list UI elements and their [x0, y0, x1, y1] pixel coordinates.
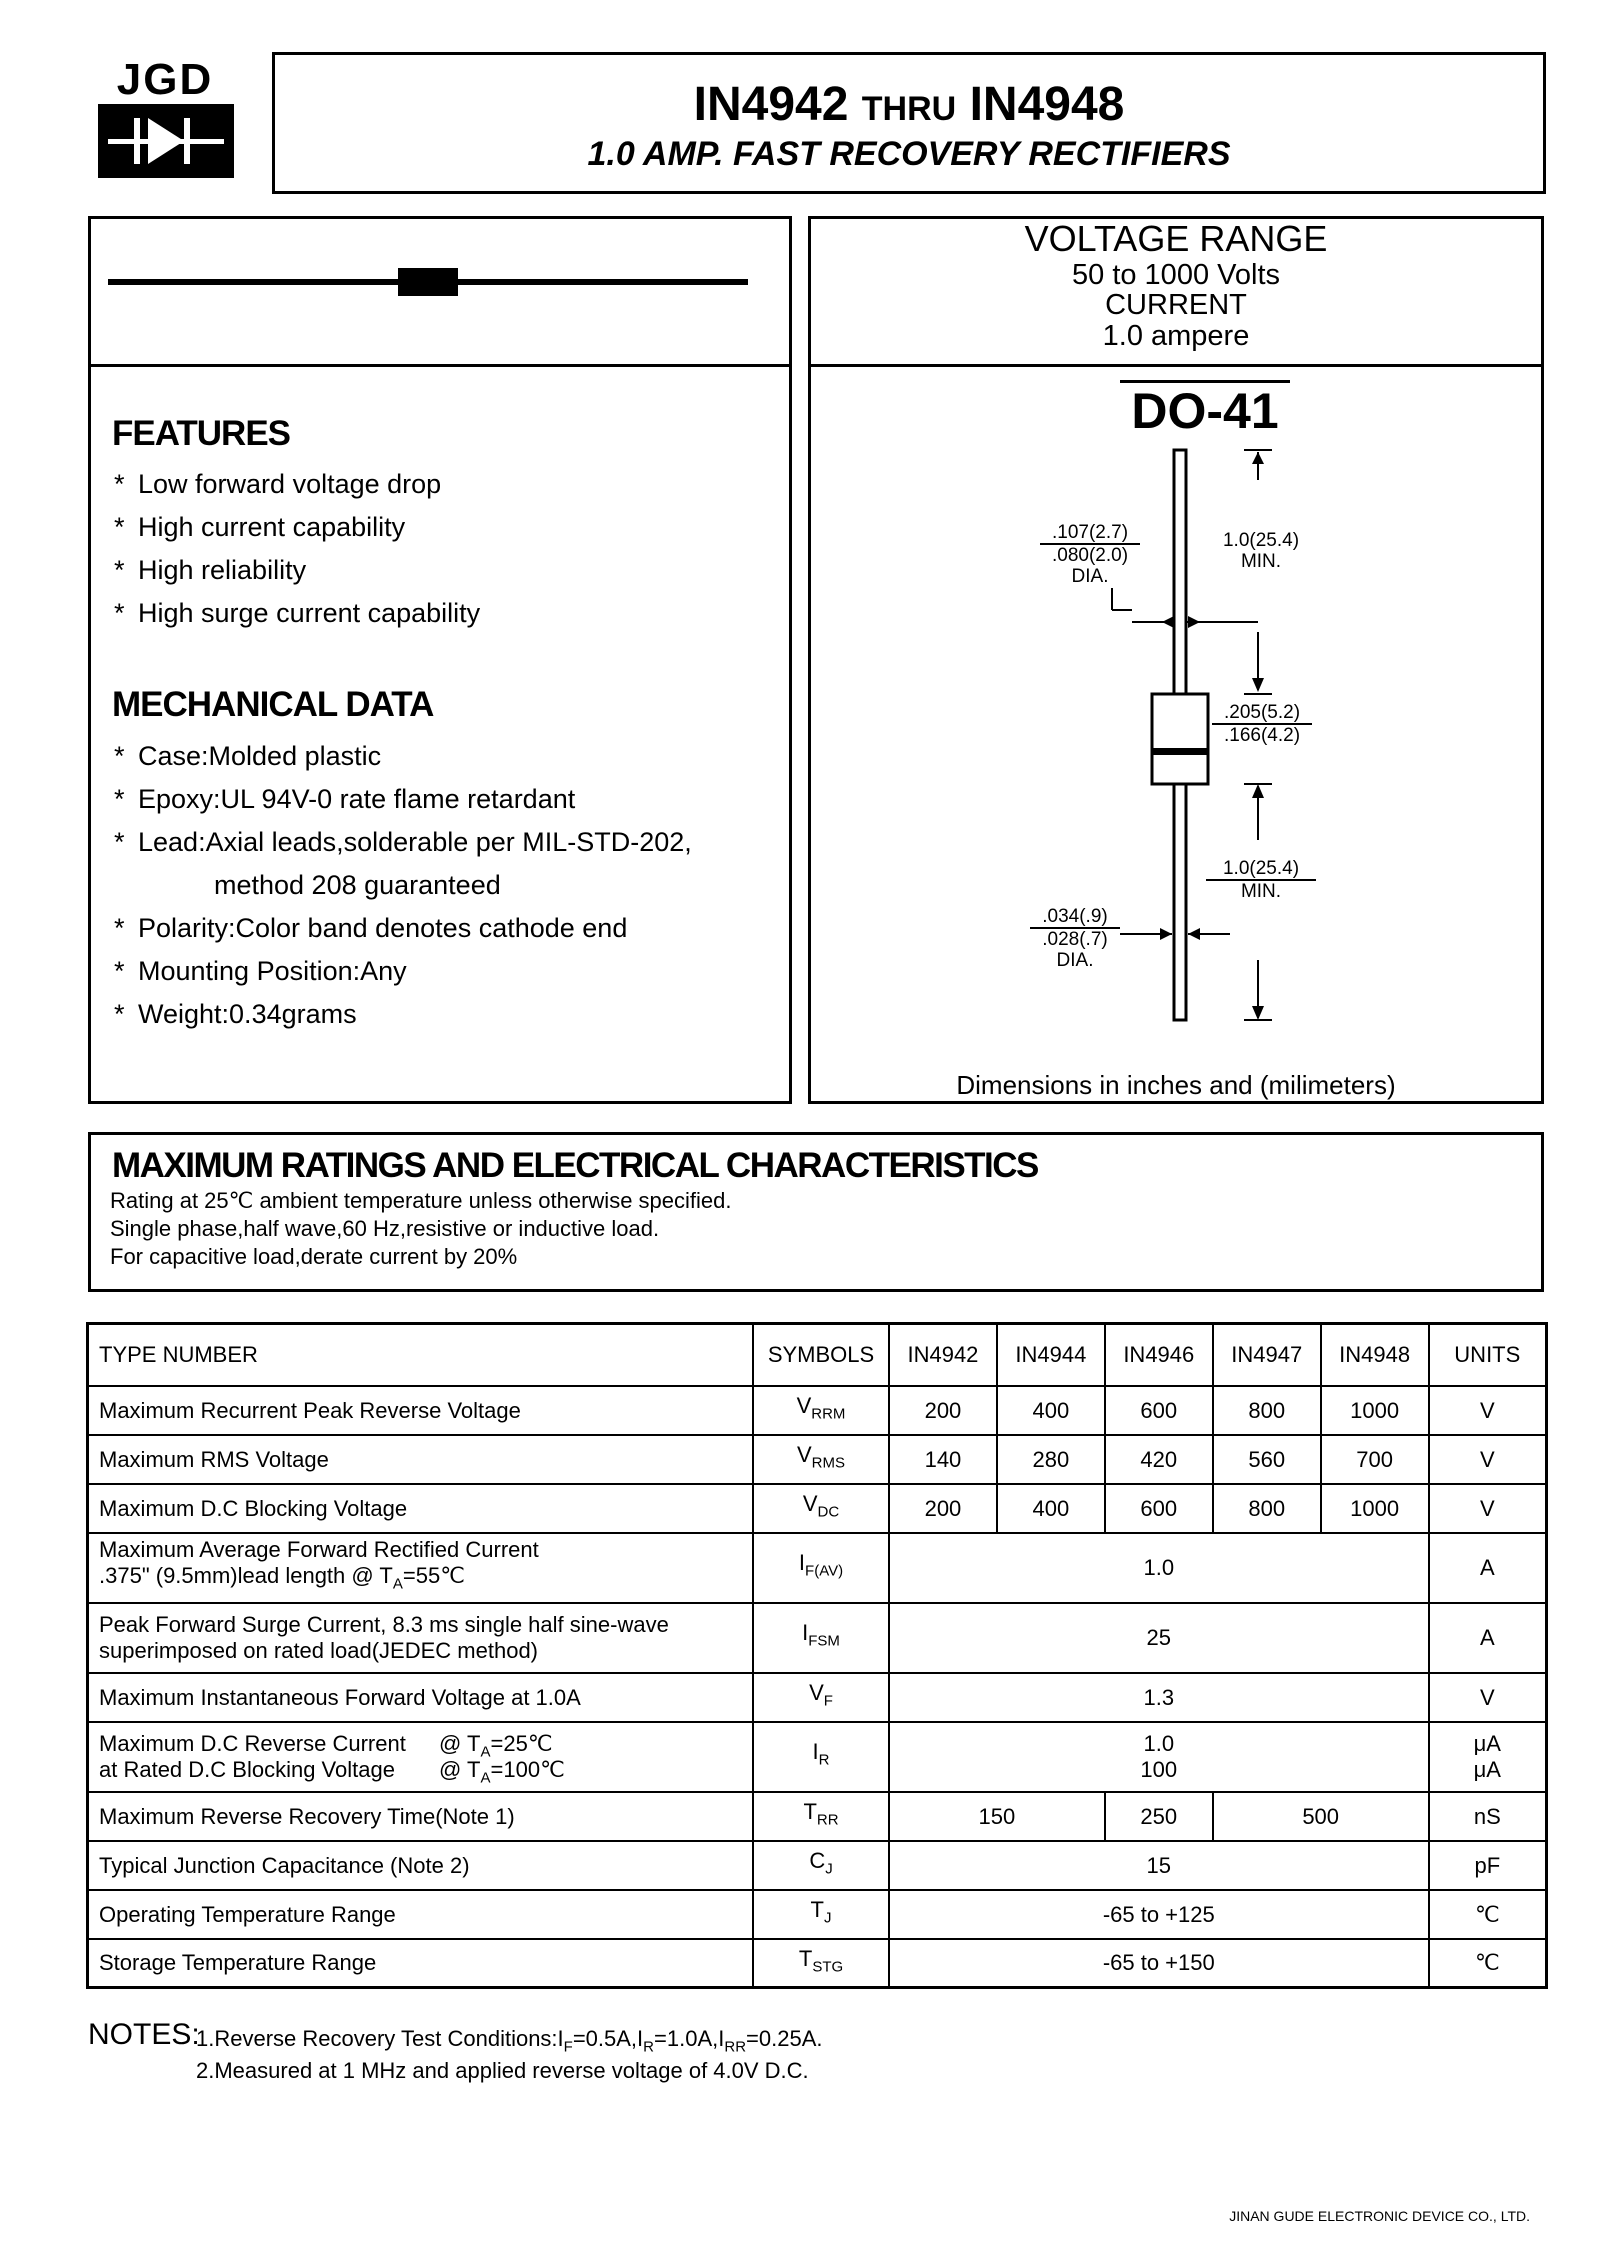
panel-divider — [808, 364, 1544, 367]
page-subtitle: 1.0 AMP. FAST RECOVERY RECTIFIERS — [587, 135, 1231, 173]
thru-text: THRU — [861, 90, 957, 128]
diode-side-view-icon — [108, 262, 748, 307]
table-row: Operating Temperature Range $T_J$ -65 to +125 ℃ — [88, 1890, 1547, 1939]
voltage-range-value: 50 to 1000 Volts — [1072, 259, 1280, 291]
rating-note: Single phase,half wave,60 Hz,resistive or inductive load. — [110, 1216, 660, 1241]
list-item: * High reliability — [114, 555, 307, 585]
table-row: Maximum Reverse Recovery Time(Note 1) $T_{RR}$ 150 250 500 nS — [88, 1792, 1547, 1841]
mechanical-list — [114, 735, 692, 1036]
table-row: Storage Temperature Range $T_{STG}$ -65 to +150 ℃ — [88, 1939, 1547, 1988]
bottom-lead-length-dimension: 1.0(25.4) MIN. — [1206, 858, 1316, 902]
table-row: Maximum Instantaneous Forward Voltage at 1.0A $V_F$ 1.3 V — [88, 1673, 1547, 1722]
current-value: 1.0 ampere — [1102, 320, 1250, 352]
dimensions-caption: Dimensions in inches and (milimeters) — [956, 1070, 1396, 1100]
table-row: Peak Forward Surge Current, 8.3 ms single half sine-wave superimposed on rated load(JEDEC method) $I_{FSM}$ 25 A — [88, 1603, 1547, 1673]
top-lead-length-dimension: 1.0(25.4) MIN. — [1222, 530, 1300, 572]
specifications-table — [86, 1322, 1548, 1989]
list-item: * High surge current capability — [114, 598, 481, 628]
lead-dia-dimension: .107(2.7) .080(2.0) DIA. — [1040, 522, 1140, 587]
table-row: Maximum D.C Reverse Current @ $T_A=25℃$ at Rated D.C Blocking Voltage @ $T_A=100℃$ $I_R$ 1.0 100 μA μA — [88, 1722, 1547, 1792]
notes-heading: NOTES: — [88, 2018, 200, 2051]
rating-note: For capacitive load,derate current by 20% — [110, 1244, 518, 1269]
voltage-range-title: VOLTAGE RANGE — [1024, 218, 1328, 259]
part-to: IN4948 — [969, 78, 1125, 131]
list-item: * Case:Molded plastic — [114, 741, 382, 771]
body-length-dimension: .205(5.2) .166(4.2) — [1212, 702, 1312, 746]
note-2: 2.Measured at 1 MHz and applied reverse voltage of 4.0V D.C. — [196, 2058, 809, 2083]
table-row: Typical Junction Capacitance (Note 2) $C_J$ 15 pF — [88, 1841, 1547, 1890]
table-row: Maximum Average Forward Rectified Current .375" (9.5mm)lead length @ $T_A=55℃$ $I_{F(AV)}$ 1.0 A — [88, 1533, 1547, 1603]
list-item: * High current capability — [114, 512, 406, 542]
table-row: Maximum Recurrent Peak Reverse Voltage $V_{RRM}$ 200 400 600 800 1000 V — [88, 1386, 1547, 1435]
list-item: * Mounting Position:Any — [114, 956, 407, 986]
package-name: DO-41 — [1120, 380, 1290, 439]
diode-logo-icon — [98, 104, 234, 178]
features-heading: FEATURES — [112, 414, 291, 453]
rating-note: Rating at 25℃ ambient temperature unless otherwise specified. — [110, 1188, 732, 1213]
list-item: * Epoxy:UL 94V-0 rate flame retardant — [114, 784, 576, 814]
mechanical-heading: MECHANICAL DATA — [112, 685, 434, 724]
page-title — [272, 80, 1546, 134]
list-item: method 208 guaranteed — [214, 870, 501, 900]
company-footer: JINAN GUDE ELECTRONIC DEVICE CO., LTD. — [1229, 2208, 1530, 2224]
current-label: CURRENT — [1105, 289, 1247, 321]
ratings-title: MAXIMUM RATINGS AND ELECTRICAL CHARACTERISTICS — [112, 1146, 1038, 1185]
part-from: IN4942 — [693, 78, 849, 131]
table-row: Maximum RMS Voltage $V_{RMS}$ 140 280 420 560 700 V — [88, 1435, 1547, 1484]
list-item: * Low forward voltage drop — [114, 469, 442, 499]
company-logo-text: JGD — [116, 55, 214, 104]
note-1: 1.Reverse Recovery Test $Conditions:I_F=0.5A,I_R=1.0A,I_{RR}=0.25A$. — [196, 2026, 823, 2056]
list-item: * Lead:Axial leads,solderable per MIL-STD-202, — [114, 827, 692, 857]
table-row: Maximum D.C Blocking Voltage $V_{DC}$ 200 400 600 800 1000 V — [88, 1484, 1547, 1533]
panel-divider — [88, 364, 792, 367]
wire-dia-dimension: .034(.9) .028(.7) DIA. — [1030, 906, 1120, 971]
table-header-row: TYPE NUMBER SYMBOLS IN4942 IN4944 IN4946 IN4947 IN4948 UNITS — [88, 1324, 1547, 1386]
list-item: * Polarity:Color band denotes cathode end — [114, 913, 628, 943]
features-list — [114, 463, 480, 635]
list-item: * Weight:0.34grams — [114, 999, 357, 1029]
